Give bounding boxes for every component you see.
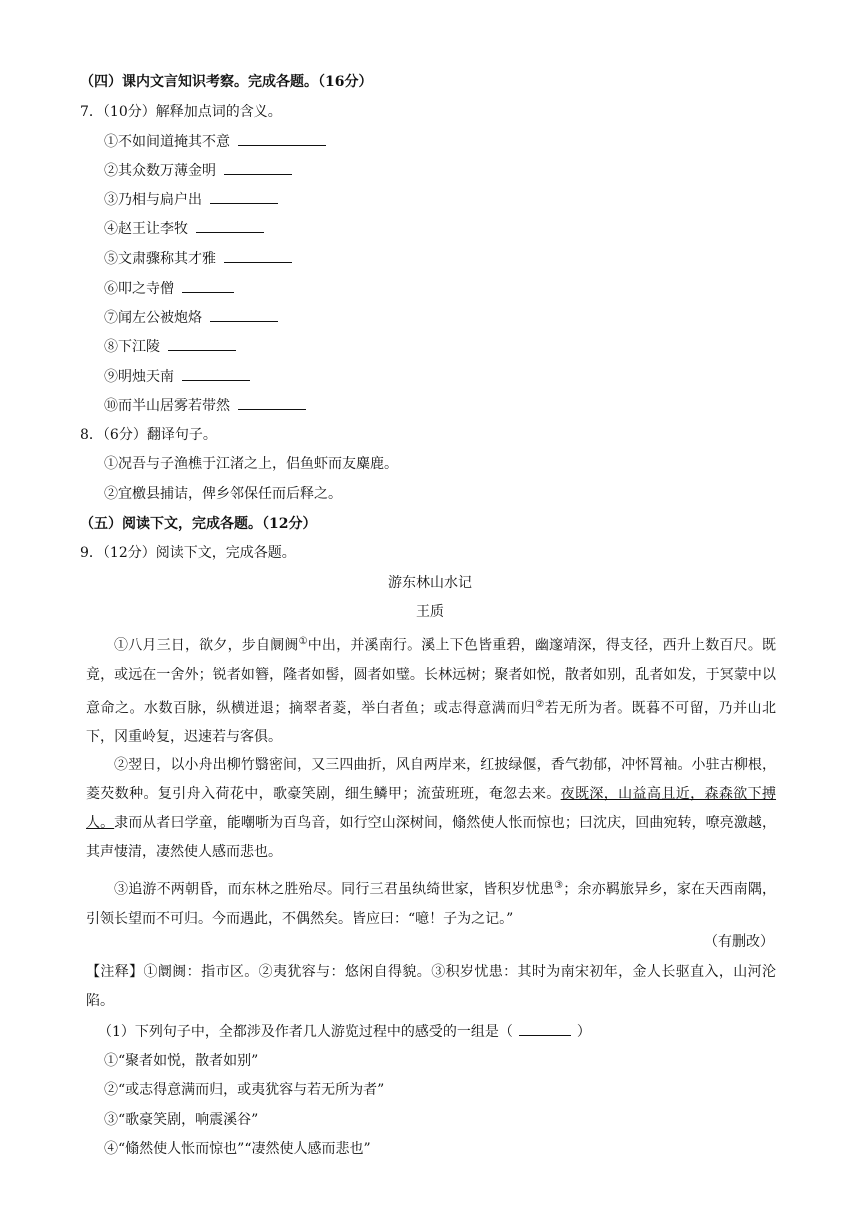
answer-blank[interactable] (210, 307, 278, 322)
q7-item-2: ②其众数万薄金明 (104, 160, 292, 181)
q9-prompt: 9．（12分）阅读下文，完成各题。 (80, 545, 296, 561)
q7-item-1: ①不如间道掩其不意 (104, 131, 326, 152)
answer-blank[interactable] (168, 336, 236, 351)
q7-item-8: ⑧下江陵 (104, 336, 236, 357)
passage-author: 王质 (416, 604, 444, 620)
passage-title: 游东林山水记 (388, 575, 472, 591)
passage-paragraph-3: ③追游不两朝昏，而东林之胜殆尽。同行三君虽纨绮世家，皆积岁忧患③；余亦羁旅异乡，家在天西南隅，引领长望而不可归。今而遇此，不偶然矣。皆应曰：“噫！子为之记。” (86, 880, 777, 927)
underlined-sentence: 夜既深，山益高且近，森森欲下搏人。 (86, 786, 777, 831)
q8-item-1: ①况吾与子渔樵于江渚之上，侣鱼虾而友麋鹿。 (104, 456, 398, 472)
answer-blank[interactable] (519, 1021, 571, 1036)
answer-blank[interactable] (182, 278, 234, 293)
q7-item-4: ④赵王让李牧 (104, 218, 264, 239)
answer-blank[interactable] (196, 218, 264, 233)
option-3: ③“歌豪笑剧，响震溪谷” (104, 1112, 259, 1128)
passage-paragraph-2: ②翌日，以小舟出柳竹翳密间，又三四曲折，风自两岸来，红披绿偃，香气勃郁，冲怀罥袖。小驻古柳根，菱芡数种。复引舟入荷花中，歌豪笑剧，细生鳞甲；流萤班班，奄忽去来。夜既深，山益高且近，森森欲下搏人。隶而从者曰学童，能嘲哳为百鸟音，如行空山深树间，翛然使人怅而惊也；曰沈庆，回曲宛转，嘹亮激越，其声悽清，凄然使人感而悲也。 (86, 757, 777, 860)
q7-prompt: 7．（10分）解释加点词的含义。 (80, 104, 282, 120)
option-4: ④“翛然使人怅而惊也”“凄然使人感而悲也” (104, 1141, 371, 1157)
annotations: 【注释】①阛阓：指市区。②夷犹容与：悠闲自得貌。③积岁忧患：其时为南宋初年，金人长驱直入，山河沦陷。 (86, 964, 776, 1009)
q7-item-6: ⑥叩之寺僧 (104, 278, 234, 299)
option-1: ①“聚者如悦，散者如别” (104, 1053, 259, 1069)
q7-item-5: ⑤文肃骤称其才雅 (104, 248, 292, 269)
source-note: （有删改） (704, 934, 774, 950)
section5-header: （五）阅读下文，完成各题。（12分） (80, 516, 317, 532)
q7-item-9: ⑨明烛天南 (104, 366, 250, 387)
passage-paragraph-1: ①八月三日，欲夕，步自阛阓①中出，并溪南行。溪上下色皆重碧，幽邃靖深，得支径，西升上数百尺。既竟，或远在一舍外；锐者如簪，隆者如髻，圆者如璧。长林远树；聚者如悦，散者如别，乱者如发，于冥蒙中以意命之。水数百脉，纵横迸退；摘翠者菱，举白者鱼；或志得意满而归②若无所为者。既暮不可留，乃并山北下，冈重岭复，迟速若与客俱。 (86, 636, 777, 746)
q7-item-10: ⑩而半山居雾若带然 (104, 395, 306, 416)
q8-item-2: ②宜檄县捕诘，俾乡邻保任而后释之。 (104, 486, 342, 502)
answer-blank[interactable] (224, 160, 292, 175)
answer-blank[interactable] (182, 366, 250, 381)
sub-question-1: （1）下列句子中，全都涉及作者几人游览过程中的感受的一组是（ ） (98, 1021, 591, 1042)
note-marker: ② (535, 698, 545, 710)
note-marker: ① (298, 636, 308, 647)
answer-blank[interactable] (238, 131, 326, 146)
note-marker: ③ (554, 880, 564, 891)
q8-prompt: 8．（6分）翻译句子。 (80, 427, 217, 443)
option-2: ②“或志得意满而归，或夷犹容与若无所为者” (104, 1082, 385, 1098)
section4-header: （四）课内文言知识考察。完成各题。（16分） (80, 74, 373, 90)
q7-item-7: ⑦闻左公被炮烙 (104, 307, 278, 328)
q7-item-3: ③乃相与扃户出 (104, 189, 278, 210)
answer-blank[interactable] (238, 395, 306, 410)
answer-blank[interactable] (210, 189, 278, 204)
answer-blank[interactable] (224, 248, 292, 263)
